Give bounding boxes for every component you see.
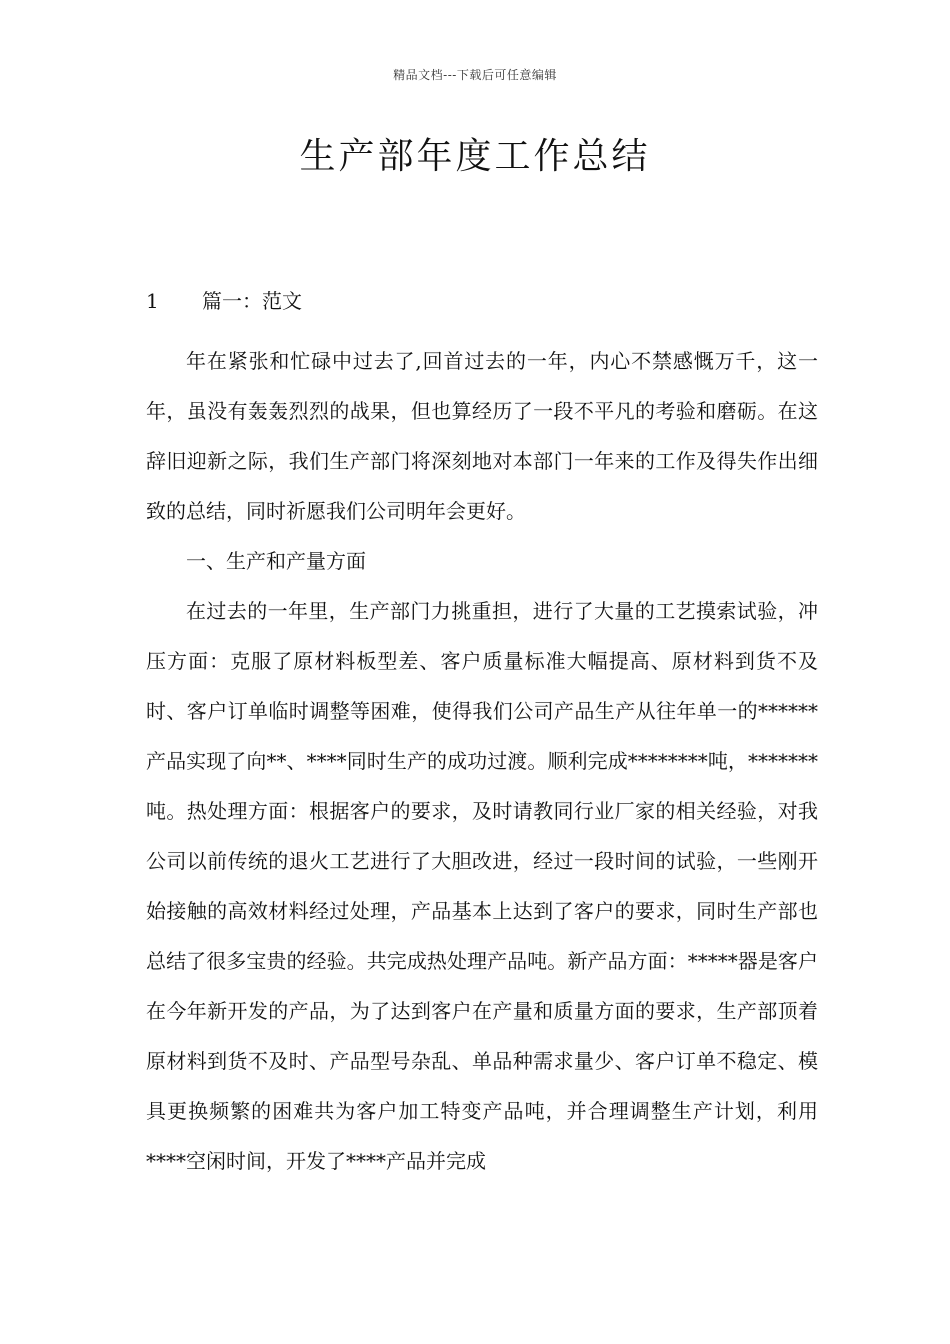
paragraph-intro: 年在紧张和忙碌中过去了,回首过去的一年，内心不禁感慨万千，这一年，虽没有轰轰烈烈的战果，但也算经历了一段不平凡的考验和磨砺。在这辞旧迎新之际，我们生产部门将深刻地对本部门一年来的工作及得失作出细致的总结，同时祈愿我们公司明年会更好。 (146, 349, 818, 523)
section-number: 1 (146, 289, 159, 313)
paragraph-production: 在过去的一年里，生产部门力挑重担，进行了大量的工艺摸索试验，冲压方面：克服了原材料板型差、客户质量标准大幅提高、原材料到货不及时、客户订单临时调整等困难，使得我们公司产品生产从往年单一的******产品实现了向**、****同时生产的成功过渡。顺利完成********吨，*******吨。热处理方面：根据客户的要求，及时请教同行业厂家的相关经验，对我公司以前传统的退火工艺进行了大胆改进，经过一段时间的试验，一些刚开始接触的高效材料经过处理，产品基本上达到了客户的要求，同时生产部也总结了很多宝贵的经验。共完成热处理产品吨。新产品方面：*****器是客户在今年新开发的产品，为了达到客户在产量和质量方面的要求，生产部顶着原材料到货不及时、产品型号杂乱、单品种需求量少、客户订单不稳定、模具更换频繁的困难共为客户加工特变产品吨，并合理调整生产计划，利用****空闲时间，开发了****产品并完成 (146, 599, 818, 1173)
section-label: 篇一：范文 (202, 289, 302, 313)
section-heading (146, 286, 302, 316)
paragraph-subheading: 一、生产和产量方面 (186, 549, 366, 573)
header-note: 精品文档---下载后可任意编辑 (393, 68, 557, 82)
page-title: 生产部年度工作总结 (299, 136, 651, 177)
body-text (146, 336, 818, 1186)
